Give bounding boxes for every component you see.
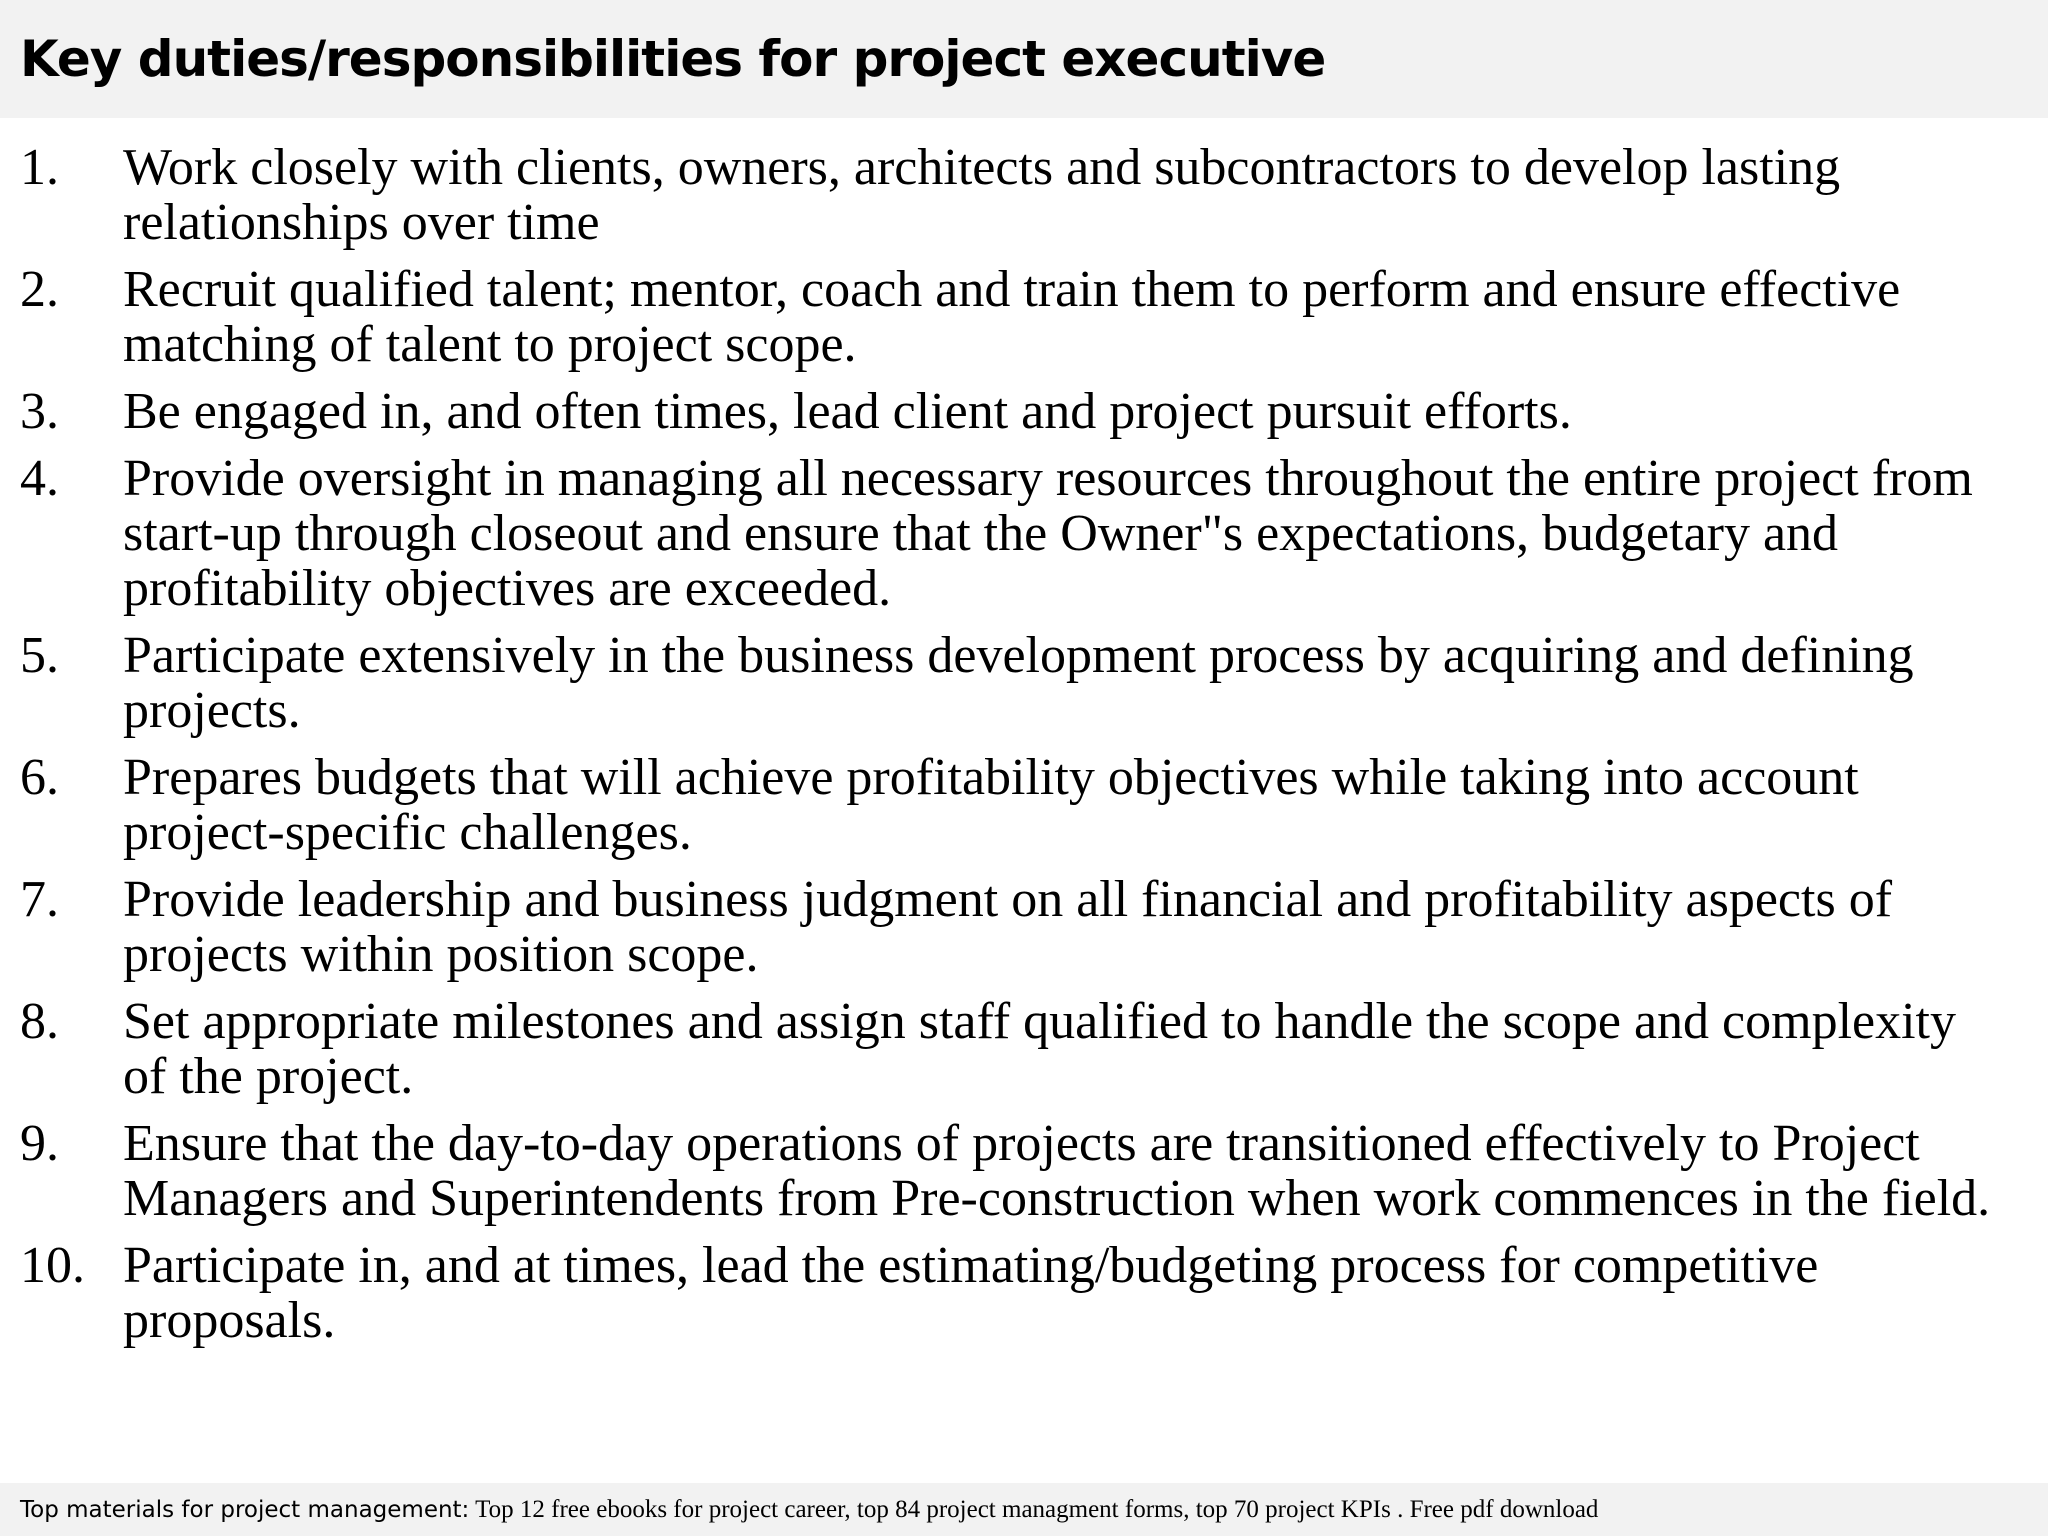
duty-text: Participate in, and at times, lead the estimating/budgeting process for competitive proposals. xyxy=(123,1237,1819,1349)
footer-links: Top 12 free ebooks for project career, top 84 project managment forms, top 70 project KPIs . Free pdf download xyxy=(469,1496,1599,1523)
duty-number: 7. xyxy=(20,871,59,928)
slide-title: Key duties/responsibilities for project executive xyxy=(20,30,1326,88)
duty-item xyxy=(0,750,2048,860)
duty-number: 6. xyxy=(20,749,59,806)
duty-text: Be engaged in, and often times, lead client and project pursuit efforts. xyxy=(123,383,1572,440)
duty-number: 5. xyxy=(20,627,59,684)
duty-text: Ensure that the day-to-day operations of projects are transitioned effectively to Project Managers and Superintendents from Pre-construction when work commences in the field. xyxy=(123,1115,1991,1227)
duty-item xyxy=(0,628,2048,738)
footer-text xyxy=(20,1495,1598,1525)
duty-text: Recruit qualified talent; mentor, coach and train them to perform and ensure effective matching of talent to project scope. xyxy=(123,261,1901,373)
duty-text: Prepares budgets that will achieve profitability objectives while taking into account project-specific challenges. xyxy=(123,749,1859,861)
duties-list xyxy=(0,140,2048,1360)
duty-number: 4. xyxy=(20,450,59,507)
duty-item xyxy=(0,1116,2048,1226)
duty-item xyxy=(0,384,2048,439)
duty-text: Provide oversight in managing all necessary resources throughout the entire project from start-up through closeout and ensure that the Owner"s expectations, budgetary and profitability objectives are exceeded. xyxy=(123,450,1973,617)
duty-item xyxy=(0,451,2048,616)
footer-bar xyxy=(0,1483,2048,1536)
duty-item xyxy=(0,994,2048,1104)
duty-item xyxy=(0,140,2048,250)
duty-number: 1. xyxy=(20,139,59,196)
duty-item xyxy=(0,262,2048,372)
duty-text: Set appropriate milestones and assign staff qualified to handle the scope and complexity of the project. xyxy=(123,993,1956,1105)
footer-lead: Top materials for project management: xyxy=(20,1497,470,1523)
duty-text: Participate extensively in the business development process by acquiring and defining projects. xyxy=(123,627,1914,739)
duty-number: 8. xyxy=(20,993,59,1050)
duty-number: 10. xyxy=(20,1237,85,1294)
duty-item xyxy=(0,1238,2048,1348)
duty-text: Provide leadership and business judgment on all financial and profitability aspects of projects within position scope. xyxy=(123,871,1893,983)
duty-number: 2. xyxy=(20,261,59,318)
duty-number: 3. xyxy=(20,383,59,440)
title-bar xyxy=(0,0,2048,118)
duty-text: Work closely with clients, owners, architects and subcontractors to develop lasting relationships over time xyxy=(123,139,1841,251)
duty-item xyxy=(0,872,2048,982)
duty-number: 9. xyxy=(20,1115,59,1172)
